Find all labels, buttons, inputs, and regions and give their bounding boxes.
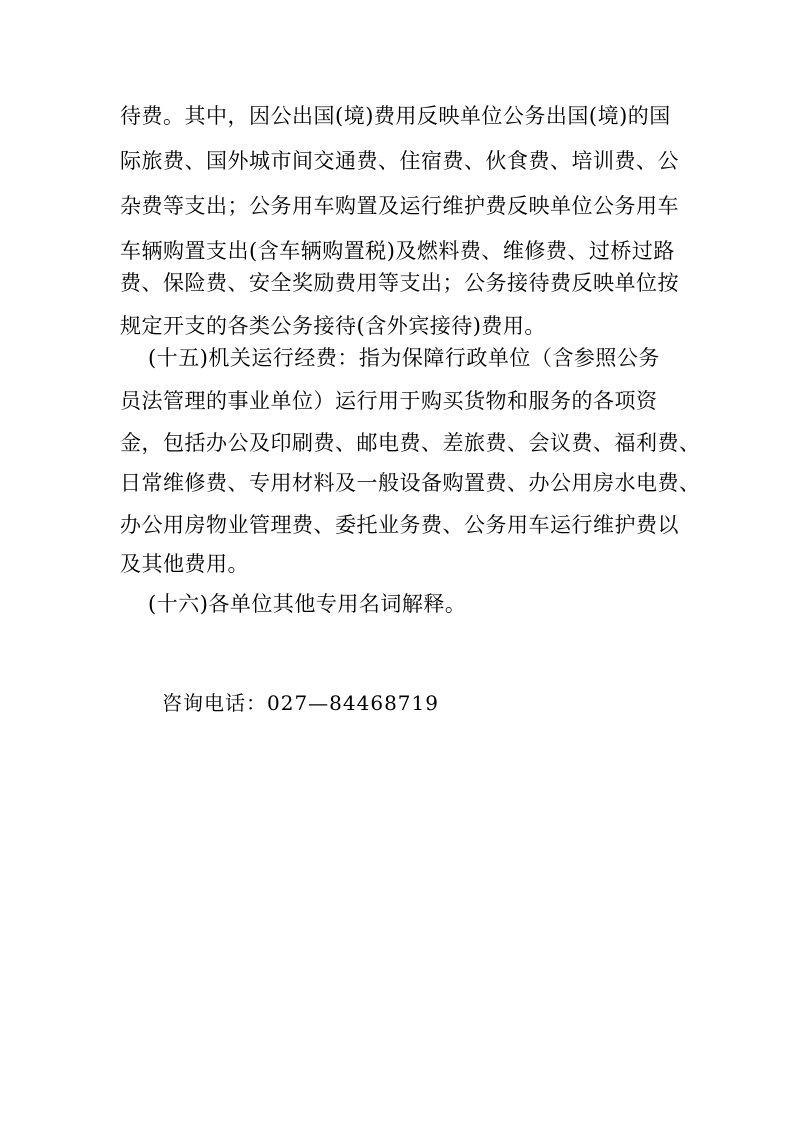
contact-phone: 咨询电话：027—84468719 [162,691,439,715]
paragraph-heading-line: (十五)机关运行经费：指为保障行政单位（含参照公务 [148,346,660,370]
text-line: 日常维修费、专用材料及一般设备购置费、办公用房水电费、 [120,471,701,495]
text-line: 待费。其中，因公出国(境)费用反映单位公务出国(境)的国 [120,104,671,128]
text-line: 及其他费用。 [120,552,249,576]
text-line: 费、保险费、安全奖励费用等支出；公务接待费反映单位按 [120,271,679,295]
text-line: 金，包括办公及印刷费、邮电费、差旅费、会议费、福利费、 [120,431,701,455]
text-line: 际旅费、国外城市间交通费、住宿费、伙食费、培训费、公 [120,149,679,173]
paragraph-heading-line: (十六)各单位其他专用名词解释。 [148,592,467,616]
text-line: 员法管理的事业单位）运行用于购买货物和服务的各项资 [120,389,658,413]
text-line: 杂费等支出；公务用车购置及运行维护费反映单位公务用车 [120,194,679,218]
text-line: 车辆购置支出(含车辆购置税)及燃料费、维修费、过桥过路 [120,239,675,263]
text-line: 规定开支的各类公务接待(含外宾接待)费用。 [120,314,546,338]
text-line: 办公用房物业管理费、委托业务费、公务用车运行维护费以 [120,513,679,537]
